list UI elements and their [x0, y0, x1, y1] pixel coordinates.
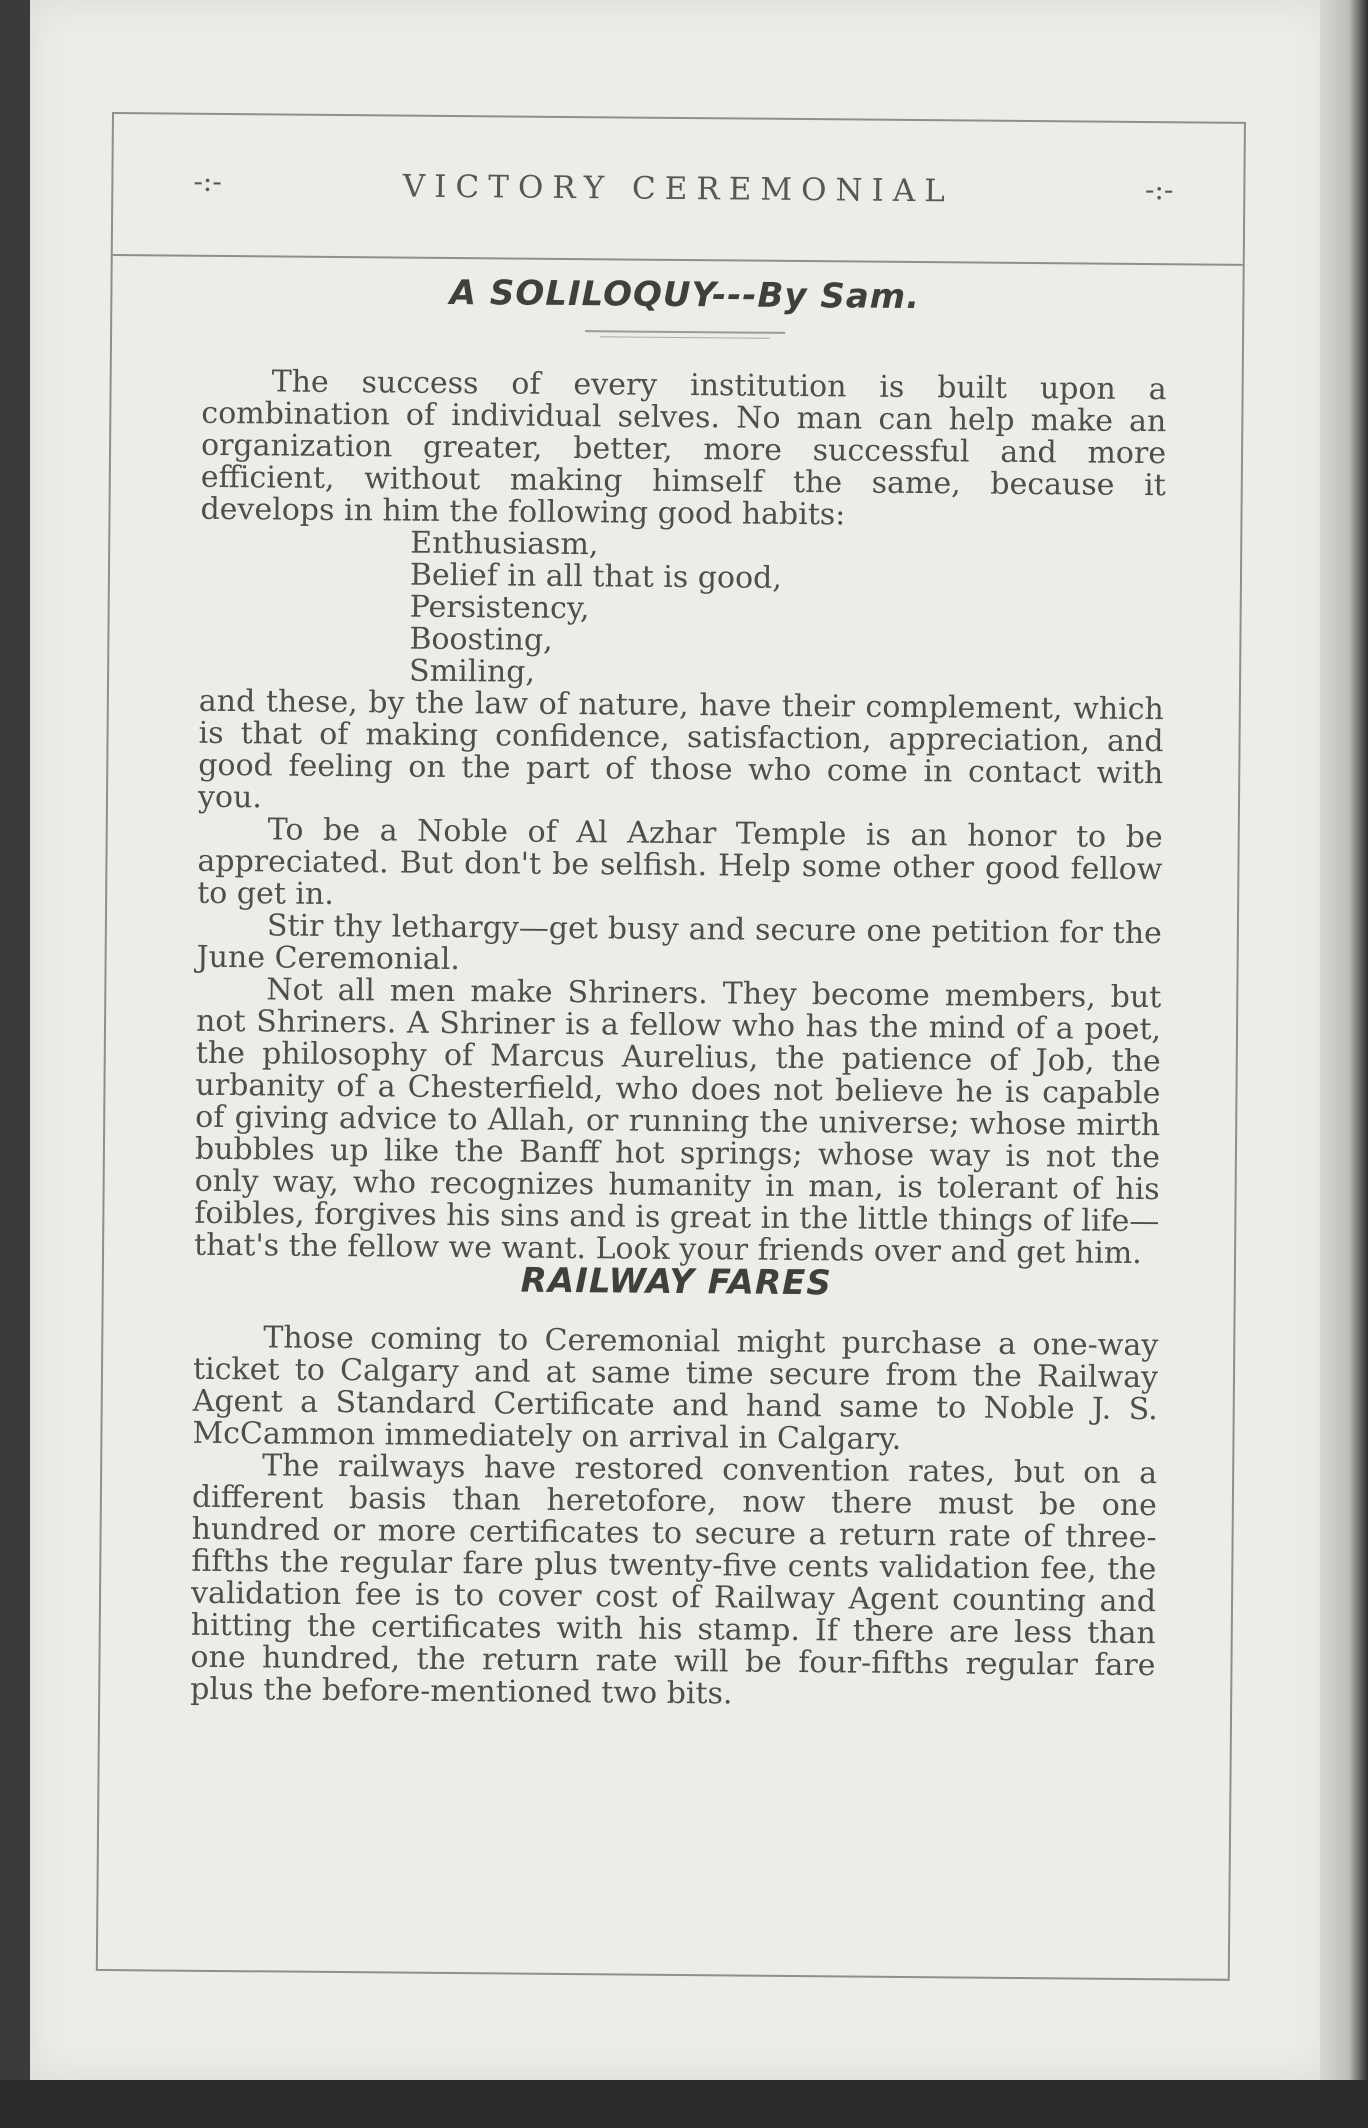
paragraph: Stir thy lethargy—get busy and secure one petition for the June Ceremonial. — [196, 908, 1163, 978]
paragraph: and these, by the law of nature, have their complement, which is that of making confidence, satisfaction, appreciation, and good feeling on the part of those who come in contact with you. — [197, 683, 1164, 816]
header-ornament-right: -:- — [1144, 173, 1174, 207]
list-item: Boosting, — [409, 621, 553, 658]
paragraph: To be a Noble of Al Azhar Temple is an honor to be appreciated. But don't be selfish. Help some other good fellow to get in. — [197, 812, 1163, 912]
header-title: VICTORY CEREMONIAL — [402, 168, 954, 210]
habits-list — [199, 526, 1165, 694]
scan-background — [0, 2080, 1368, 2128]
paragraph: The success of every institution is built upon a combination of individual selves. No man can help make an organization greater, better, more successful and more efficient, without making himself the same, because it develops in him the following good habits: — [200, 364, 1167, 533]
page-content — [190, 272, 1167, 1714]
paragraph: The railways have restored convention rates, but on a different basis than heretofore, now there must be one hundred or more certificates to secure a return rate of three-fifths the regular fare plus twenty-five cents validation fee, the validation fee is to cover cost of Railway Agent counting and hitting the certificates with his stamp. If there are less than one hundred, the return rate will be four-fifths regular fare plus the before-mentioned two bits. — [190, 1448, 1158, 1712]
paragraph: Not all men make Shriners. They become members, but not Shriners. A Shriner is a fellow who has the mind of a poet, the philosophy of Marcus Aurelius, the patience of Job, the urbanity of a Chesterfield, who does not believe he is capable of giving advice to Allah, or running the universe; whose mirth bubbles up like the Banff hot springs; whose way is not the only way, who recognizes humanity in man, is tolerant of his foibles, forgives his sins and is great in the little things of life—that's the fellow we want. Look your friends over and get him. — [193, 972, 1162, 1272]
header-ornament-left: -:- — [193, 164, 222, 198]
list-item: Enthusiasm, — [410, 525, 599, 563]
title-rule-thin — [600, 336, 770, 338]
running-header — [113, 114, 1244, 266]
soliloquy-body — [194, 366, 1167, 1270]
title-rule — [585, 330, 785, 334]
railway-fares-body — [190, 1322, 1158, 1714]
page-border-frame — [96, 112, 1246, 1981]
list-item: Persistency, — [409, 589, 590, 627]
page-edge — [1320, 0, 1368, 2128]
soliloquy-title: A SOLILOQUY---By Sam. — [449, 272, 921, 318]
railway-fares-title: RAILWAY FARES — [520, 1260, 833, 1304]
paragraph: Those coming to Ceremonial might purchase a one-way ticket to Calgary and at same time secure from the Railway Agent a Standard Certificate and hand same to Noble J. S. McCammon immediately on arrival in Calgary. — [192, 1320, 1159, 1457]
list-item: Belief in all that is good, — [409, 557, 783, 596]
list-item: Smiling, — [408, 653, 536, 690]
